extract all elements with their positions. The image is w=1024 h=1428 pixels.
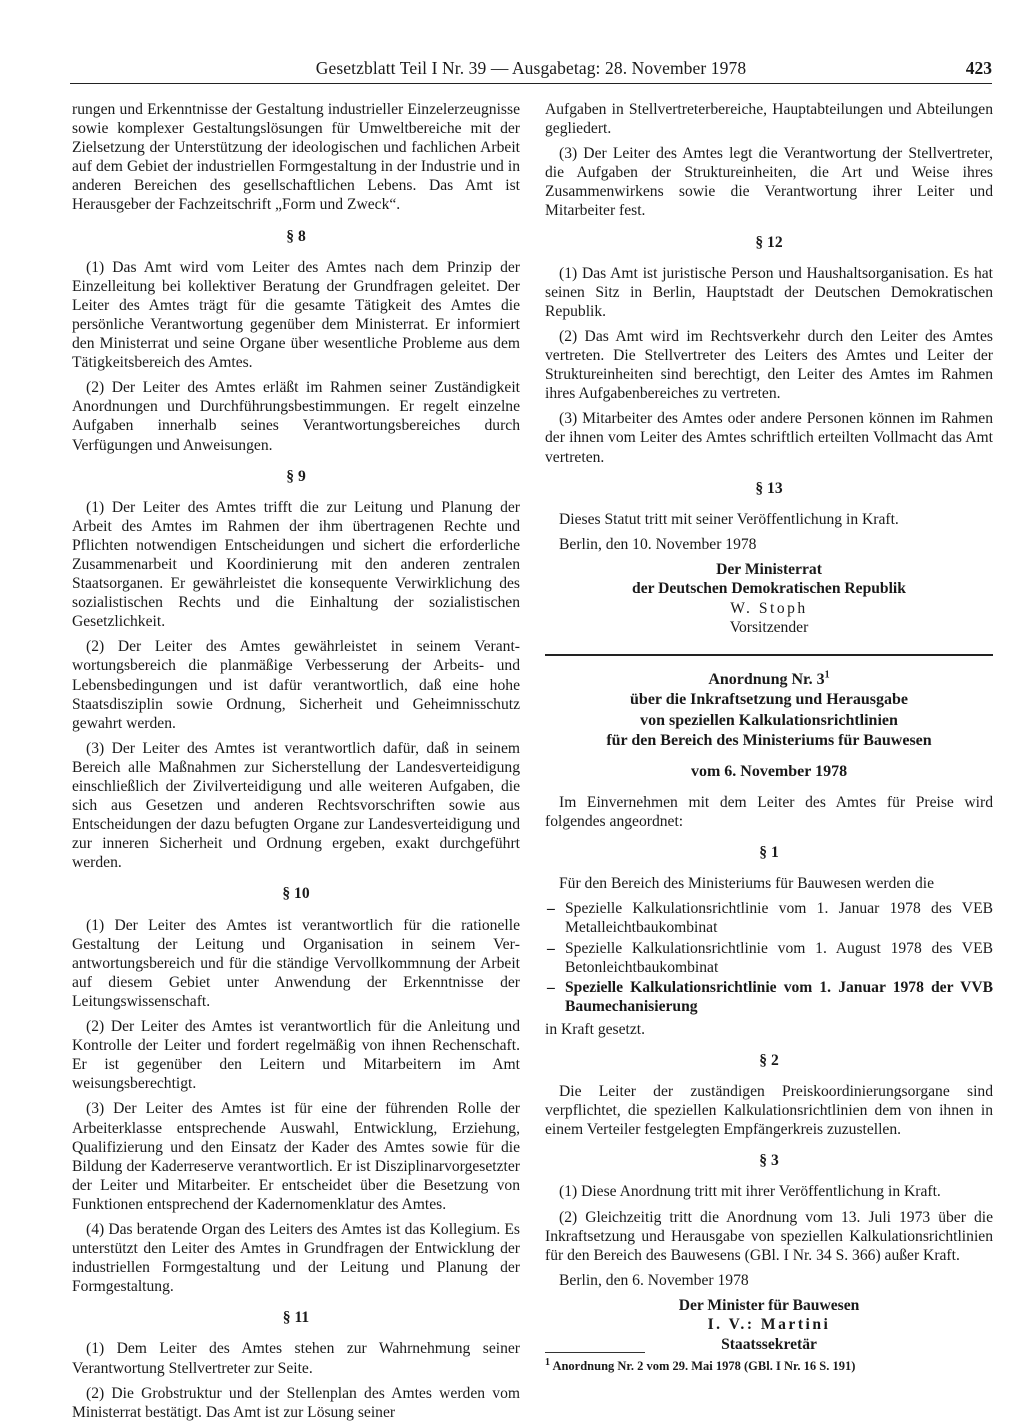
list-item: – Spezielle Kalkulationsrichtlinie vom 1. Januar 1978 des VEB Metalleichtbaukombinat bbox=[545, 899, 993, 937]
signatory-name: W. Stoph bbox=[730, 599, 808, 617]
section-heading-11: § 11 bbox=[282, 1309, 310, 1327]
paragraph: Im Einvernehmen mit dem Leiter des Amtes für Preise wird folgendes angeordnet: bbox=[545, 793, 993, 831]
section-heading-2: § 2 bbox=[759, 1052, 779, 1069]
paragraph: Für den Bereich des Ministeriums für Bauwesen werden die bbox=[559, 875, 935, 893]
signatory-organ: Der Minister für Bauwesen bbox=[678, 1296, 860, 1314]
paragraph: (3) Der Leiter des Amtes ist verantwortlich dafür, daß in seinem Bereich alle Maßnahmen zur Sicherstellung der Landesverteidigung einschließlich der Zivilverteidigung und alle weiteren Aufgaben, die sich aus Gesetzen und anderen Rechtsvorschriften sowie aus Entscheidungen der dazu befugten Organe zur Landesverteidigung und zur inneren Sicherheit und Ordnung ergeben, exakt durchgeführt werden. bbox=[72, 739, 520, 872]
paragraph: (2) Der Leiter des Amtes gewährleistet in seinem Verantwortungsbereich die planmäßige Verbesserung der Arbeits- und Lebensbedingungen und ist dafür verantwortlich, daß eine hohe Staatsdisziplin sowie Ordnung, Sicherheit und Geheimnisschutz gewahrt werden. bbox=[72, 638, 520, 732]
page-header bbox=[70, 56, 992, 84]
title-line: für den Bereich des Ministeriums für Bauwesen bbox=[606, 732, 932, 750]
paragraph: (2) Der Leiter des Amtes erläßt im Rahmen seiner Zuständigkeit Anordnungen und Durchführungsbestimmungen. Er regelt einzelne Aufgaben innerhalb seines Verantwortungsbereiches durch Verfügungen und Anweisungen. bbox=[72, 379, 520, 454]
section-heading-3: § 3 bbox=[759, 1152, 779, 1170]
paragraph: rungen und Erkenntnisse der Gestaltung industrieller Einzelerzeugnisse sowie komplexer Gestaltungslösungen für Umweltbereiche mit der Zielsetzung der Unterstützung der ideologischen und fachlichen Arbeit auf dem Gebiet der industriellen Formgestaltung in der Industrie und in anderen Bereichen des gesellschaftlichen Lebens. Das Amt ist Herausgeber der Fachzeitschrift „Form und Zweck“. bbox=[72, 101, 520, 214]
regulation-list bbox=[545, 899, 993, 1016]
page-number: 423 bbox=[965, 58, 992, 78]
paragraph: (3) Der Leiter des Amtes legt die Verantwortung der Stellvertreter, die Aufgaben der Struktureinheiten, die Art und Weise ihres Zusammenwirkens sowie die Verantwortung ihrer Leiter und Mitarbeiter fest. bbox=[545, 145, 993, 220]
paragraph: in Kraft gesetzt. bbox=[545, 1020, 646, 1038]
title-line: Anordnung Nr. 3 bbox=[708, 670, 825, 688]
section-heading-10: § 10 bbox=[282, 885, 310, 903]
paragraph: (1) Der Leiter des Amtes trifft die zur Leitung und Planung der Arbeit des Amtes im Rahmen der ihm übertragenen Rechte und Pflichten notwendigen Entscheidungen und sichert die erforderliche Zusammenarbeit und Koordinierung mit den anderen zentralen Staatsorganen. Er gewährleistet die konsequente Verwirklichung des sozialistischen Rechts und die Einhaltung der sozialistischen Gesetzlichkeit. bbox=[72, 498, 520, 631]
section-heading-13: § 13 bbox=[755, 479, 783, 497]
signature-block bbox=[545, 560, 993, 638]
left-column bbox=[72, 100, 520, 1428]
paragraph: (2) Die Grobstruktur und der Stellenplan des Amtes werden vom Ministerrat bestätigt. Das Amt ist zur Lösung seiner bbox=[72, 1384, 520, 1421]
footnote-text: Anordnung Nr. 2 vom 29. Mai 1978 (GBl. I Nr. 16 S. 191) bbox=[552, 1359, 856, 1373]
section-heading-12: § 12 bbox=[755, 233, 783, 251]
paragraph: (4) Das beratende Organ des Leiters des Amtes ist das Kollegium. Es unterstützt den Leiter des Amtes in Grundfragen der Entwicklung der industriellen Formgestaltung und der Leitung und Planung der Formgestaltung. bbox=[72, 1220, 520, 1296]
paragraph: Dieses Statut tritt mit seiner Veröffentlichung in Kraft. bbox=[559, 510, 899, 528]
document-title bbox=[545, 670, 993, 752]
footnote-marker: 1 bbox=[545, 1356, 550, 1368]
header-title: Gesetzblatt Teil I Nr. 39 — Ausgabetag: 28. November 1978 bbox=[315, 58, 747, 78]
paragraph: (1) Diese Anordnung tritt mit ihrer Veröffentlichung in Kraft. bbox=[559, 1183, 941, 1201]
signatory-organ: Der Ministerrat bbox=[716, 560, 822, 578]
footnote-rule bbox=[545, 1352, 645, 1353]
paragraph: (2) Gleichzeitig tritt die Anordnung vom 13. Juli 1973 über die Inkraftsetzung und Herausgabe von speziellen Kalkulationsrichtlinien für den Bereich des Bauwesens (GBl. I Nr. 34 S. 366) außer Kraft. bbox=[545, 1208, 993, 1264]
place-date: Berlin, den 6. November 1978 bbox=[559, 1271, 749, 1289]
paragraph: Die Leiter der zuständigen Preiskoordinierungsorgane sind verpflichtet, die speziellen Kalkulationsrichtlinien dem von ihnen in einem Verteiler festgelegten Empfängerkreis zuzustellen. bbox=[545, 1083, 993, 1139]
signature-block bbox=[545, 1296, 993, 1355]
paragraph: (1) Das Amt wird vom Leiter des Amtes nach dem Prinzip der Einzelleitung bei kollektiver Beratung der Grundfragen geleitet. Der Leiter des Amtes trägt für die gesamte Tätigkeit des Amtes die persönliche Verantwortung gegenüber dem Ministerrat. Er informiert den Ministerrat und seine Organe über wesentliche Probleme aus dem Tätigkeitsbereich des Amtes. bbox=[72, 258, 520, 372]
paragraph: (1) Das Amt ist juristische Person und Haushaltsorganisation. Es hat seinen Sitz in Berlin, Hauptstadt der Deutschen Demokratischen Republik. bbox=[545, 264, 993, 320]
signatory-name: I. V.: Martini bbox=[707, 1316, 831, 1334]
section-heading-1: § 1 bbox=[759, 844, 779, 862]
title-line: von speziellen Kalkulationsrichtlinien bbox=[640, 711, 898, 729]
document-date: vom 6. November 1978 bbox=[690, 762, 848, 780]
list-item: – Spezielle Kalkulationsrichtlinie vom 1. Januar 1978 der VVB Baumechanisierung bbox=[545, 978, 993, 1016]
paragraph: (2) Der Leiter des Amtes ist verantwortlich für die Anleitung und Kontrolle der Leiter und fordert regelmäßig von ihnen Rechenschaft. Er ist gegenüber den Leitern und Mitarbeitern im Amt weisungsberechtigt. bbox=[72, 1018, 520, 1093]
paragraph: Aufgaben in Stellvertreterbereiche, Hauptabteilungen und Abteilungen gegliedert. bbox=[545, 101, 993, 138]
signatory-role: Staatssekretär bbox=[721, 1335, 817, 1353]
signatory-organ-line2: der Deutschen Demokratischen Republik bbox=[632, 580, 906, 598]
paragraph: (1) Der Leiter des Amtes ist verantwortlich für die rationelle Gestaltung der Leitung und Organisation in seinem Verantwortungsbereich und für die ständige Vervollkommnung der Arbeit auf diesem Gebiet unter Anwendung der Erkenntnisse der Leitungswissenschaft. bbox=[72, 916, 520, 1010]
list-item: – Spezielle Kalkulationsrichtlinie vom 1. August 1978 des VEB Betonleichtbaukombinat bbox=[545, 939, 993, 977]
title-line: über die Inkraftsetzung und Herausgabe bbox=[630, 691, 908, 709]
place-date: Berlin, den 10. November 1978 bbox=[559, 535, 757, 553]
right-column bbox=[545, 100, 993, 1354]
footnote-marker: 1 bbox=[824, 669, 830, 681]
header-rule bbox=[70, 83, 992, 84]
paragraph: (2) Das Amt wird im Rechtsverkehr durch den Leiter des Amtes vertreten. Die Stellvertreter des Leiters des Amtes und Leiter der Struktureinheiten sind berechtigt, den Leiter des Amtes im Rahmen ihres Aufgabenbereiches zu vertreten. bbox=[545, 327, 993, 403]
section-heading-8: § 8 bbox=[286, 227, 306, 245]
paragraph: (3) Der Leiter des Amtes ist für eine der führenden Rolle der Arbeiterklasse entsprechende Auswahl, Entwicklung, Erziehung, Qualifizierung und den Einsatz der Kader des Amtes sowie für die Bildung der Kaderreserve verantwortlich. Er ist Disziplinarvorgesetzter der Leiter und Mitarbeiter. Er entscheidet über die Besetzung von Funktionen entsprechend der Kadernomenklatur des Amtes. bbox=[72, 1100, 520, 1213]
section-divider bbox=[545, 654, 993, 656]
paragraph: (3) Mitarbeiter des Amtes oder andere Personen können im Rahmen der ihnen vom Leiter des Amtes schriftlich erteilten Vollmacht das Amt vertreten. bbox=[545, 410, 993, 466]
paragraph: (1) Dem Leiter des Amtes stehen zur Wahrnehmung seiner Verantwortung Stellvertreter zur Seite. bbox=[72, 1340, 520, 1377]
signatory-role: Vorsitzender bbox=[729, 619, 809, 637]
footnote bbox=[545, 1358, 993, 1374]
section-heading-9: § 9 bbox=[286, 467, 306, 485]
